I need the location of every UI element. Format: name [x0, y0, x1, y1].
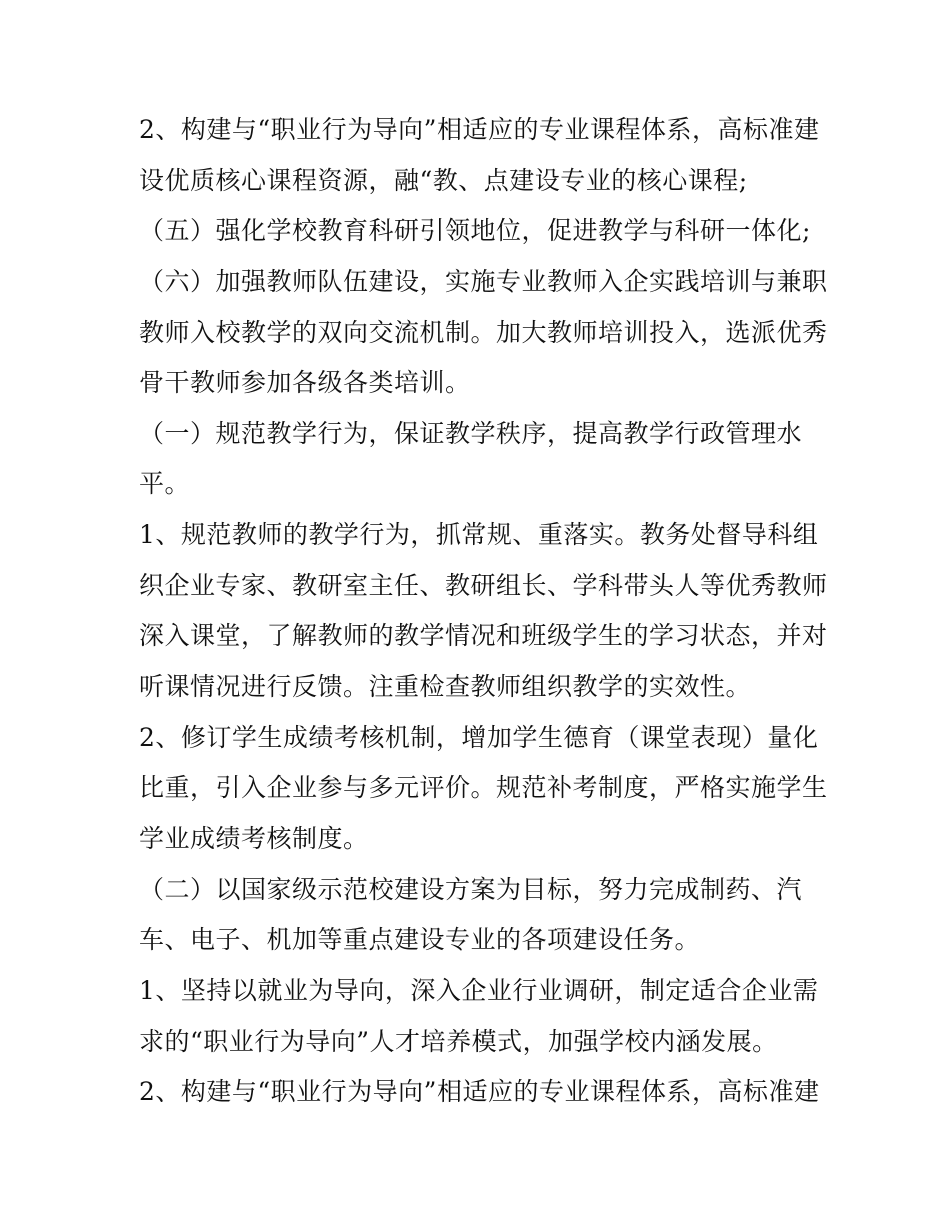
text-line-19: 求的“职业行为导向”人才培养模式，加强学校内涵发展。	[139, 1027, 778, 1056]
text-line-18: 1、坚持以就业为导向，深入企业行业调研，制定适合企业需	[139, 976, 819, 1005]
text-line-16: （二）以国家级示范校建设方案为目标，努力完成制药、汽	[139, 875, 803, 904]
text-line-2: 设优质核心课程资源，融“教、点建设专业的核心课程;	[139, 166, 748, 195]
text-line-4: （六）加强教师队伍建设，实施专业教师入企实践培训与兼职	[139, 267, 828, 296]
text-line-11: 深入课堂，了解教师的教学情况和班级学生的学习状态，并对	[139, 621, 828, 650]
text-line-8: 平。	[139, 469, 191, 498]
text-line-17: 车、电子、机加等重点建设专业的各项建设任务。	[139, 925, 701, 954]
text-line-6: 骨干教师参加各级各类培训。	[139, 368, 471, 397]
text-line-13: 2、修订学生成绩考核机制，增加学生德育（课堂表现）量化	[139, 723, 819, 752]
text-line-15: 学业成绩考核制度。	[139, 824, 369, 853]
text-line-10: 织企业专家、教研室主任、教研组长、学科带头人等优秀教师	[139, 571, 828, 600]
text-line-7: （一）规范教学行为，保证教学秩序，提高教学行政管理水	[139, 419, 803, 448]
text-line-9: 1、规范教师的教学行为，抓常规、重落实。教务处督导科组	[139, 520, 819, 549]
text-line-5: 教师入校教学的双向交流机制。加大教师培训投入，选派优秀	[139, 318, 828, 347]
text-line-20: 2、构建与“职业行为导向”相适应的专业课程体系，高标准建	[139, 1077, 820, 1106]
text-line-1: 2、构建与“职业行为导向”相适应的专业课程体系，高标准建	[139, 115, 820, 144]
text-line-14: 比重，引入企业参与多元评价。规范补考制度，严格实施学生	[139, 773, 828, 802]
text-line-3: （五）强化学校教育科研引领地位，促进教学与科研一体化;	[139, 216, 811, 245]
text-line-12: 听课情况进行反馈。注重检查教师组织教学的实效性。	[139, 672, 752, 701]
